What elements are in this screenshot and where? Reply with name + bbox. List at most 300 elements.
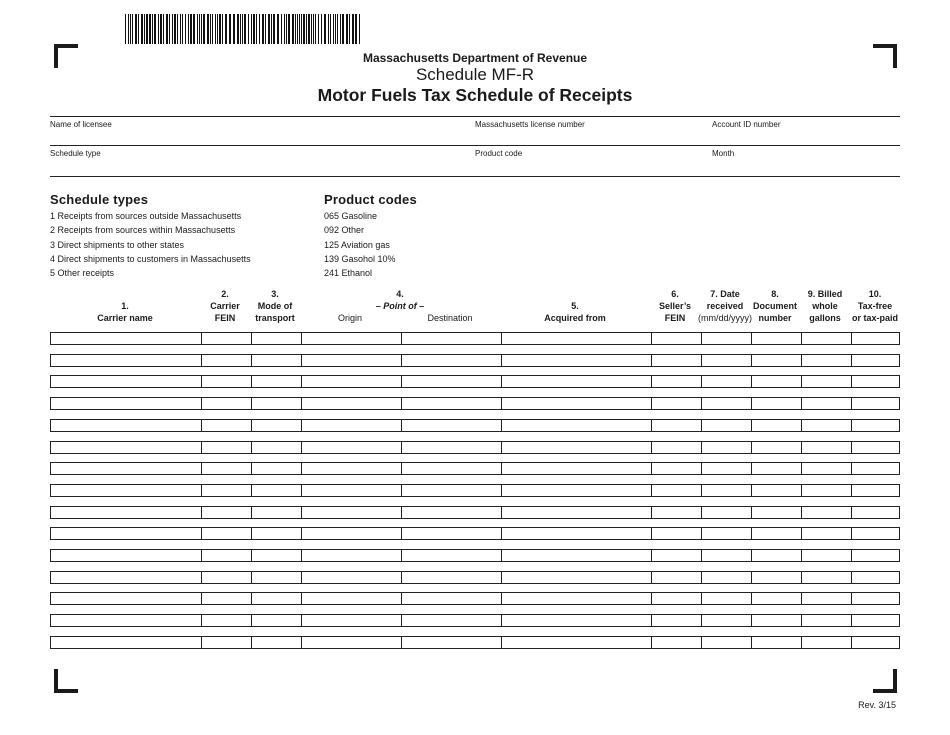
table-cell[interactable] (251, 593, 301, 604)
table-cell[interactable] (401, 507, 501, 518)
table-cell[interactable] (401, 637, 501, 648)
barcode-bar (315, 14, 316, 44)
table-cell[interactable] (851, 376, 901, 387)
barcode-bar (174, 14, 176, 44)
barcode-bar (256, 14, 257, 44)
table-cell[interactable] (201, 463, 251, 474)
table-cell[interactable] (301, 550, 401, 561)
table-cell[interactable] (51, 637, 201, 648)
table-cell[interactable] (51, 355, 201, 366)
table-cell[interactable] (701, 420, 751, 431)
barcode-bar (328, 14, 329, 44)
table-cell[interactable] (301, 333, 401, 344)
table-cell[interactable] (651, 507, 701, 518)
table-cell[interactable] (701, 507, 751, 518)
table-cell[interactable] (251, 572, 301, 583)
barcode-bar (297, 14, 298, 44)
table-cell[interactable] (651, 398, 701, 409)
barcode-bar (203, 14, 205, 44)
table-cell[interactable] (51, 615, 201, 626)
barcode-bar (163, 14, 164, 44)
barcode-bar (135, 14, 137, 44)
barcode-bar (149, 14, 151, 44)
table-cell[interactable] (51, 485, 201, 496)
table-cell[interactable] (501, 398, 651, 409)
barcode-bar (292, 14, 294, 44)
table-row (50, 484, 900, 497)
table-cell[interactable] (401, 615, 501, 626)
table-cell[interactable] (651, 528, 701, 539)
table-cell[interactable] (401, 442, 501, 453)
barcode-bar (306, 14, 307, 44)
barcode-bar (169, 14, 170, 44)
product-code-item: 241 Ethanol (324, 268, 373, 279)
table-cell[interactable] (51, 550, 201, 561)
table-cell[interactable] (51, 398, 201, 409)
table-cell[interactable] (501, 528, 651, 539)
table-cell[interactable] (851, 463, 901, 474)
barcode-bar (253, 14, 255, 44)
table-cell[interactable] (301, 528, 401, 539)
schedule-name: Schedule MF-R (415, 65, 535, 84)
table-cell[interactable] (501, 615, 651, 626)
barcode-bar (259, 14, 260, 44)
table-cell[interactable] (51, 333, 201, 344)
barcode-bar (125, 14, 126, 44)
table-cell[interactable] (401, 398, 501, 409)
table-cell[interactable] (301, 442, 401, 453)
table-cell[interactable] (401, 593, 501, 604)
barcode-bar (342, 14, 344, 44)
table-cell[interactable] (751, 593, 801, 604)
barcode-bar (130, 14, 131, 44)
table-cell[interactable] (701, 593, 751, 604)
barcode-bar (346, 14, 348, 44)
table-cell[interactable] (201, 376, 251, 387)
table-cell[interactable] (751, 355, 801, 366)
table-cell[interactable] (751, 507, 801, 518)
barcode-bar (132, 14, 133, 44)
barcode-bar (308, 14, 310, 44)
barcode-bar (222, 14, 223, 44)
barcode-bar (311, 14, 312, 44)
table-cell[interactable] (851, 550, 901, 561)
table-cell[interactable] (701, 485, 751, 496)
table-cell[interactable] (401, 420, 501, 431)
table-row (50, 571, 900, 584)
table-cell[interactable] (501, 485, 651, 496)
table-cell[interactable] (51, 463, 201, 474)
revision-note: Rev. 3/15 (858, 700, 896, 710)
table-row (50, 592, 900, 605)
table-cell[interactable] (851, 615, 901, 626)
barcode-bar (138, 14, 139, 44)
barcode-bar (324, 14, 326, 44)
table-cell[interactable] (801, 593, 851, 604)
barcode-bar (172, 14, 173, 44)
table-row (50, 636, 900, 649)
barcode-bar (359, 14, 360, 44)
table-cell[interactable] (701, 615, 751, 626)
table-cell[interactable] (701, 637, 751, 648)
table-cell[interactable] (751, 333, 801, 344)
table-cell[interactable] (301, 376, 401, 387)
table-cell[interactable] (851, 593, 901, 604)
barcode-bar (185, 14, 186, 44)
table-cell[interactable] (501, 463, 651, 474)
table-cell[interactable] (651, 593, 701, 604)
corner-mark-bottom-right (873, 669, 897, 693)
table-cell[interactable] (301, 572, 401, 583)
barcode-bar (201, 14, 202, 44)
barcode-bar (271, 14, 272, 44)
corner-mark-bottom-left (54, 669, 78, 693)
table-cell[interactable] (751, 442, 801, 453)
table-cell[interactable] (251, 376, 301, 387)
col-header-acquired-from: 5. Acquired from (544, 301, 606, 324)
barcode-bar (152, 14, 153, 44)
barcode-bar (225, 14, 227, 44)
table-cell[interactable] (301, 463, 401, 474)
table-cell[interactable] (701, 333, 751, 344)
table-cell[interactable] (201, 572, 251, 583)
table-cell[interactable] (51, 593, 201, 604)
account-id-label: Account ID number (712, 120, 781, 129)
table-cell[interactable] (801, 333, 851, 344)
table-cell[interactable] (851, 485, 901, 496)
schedule-type-item: 3 Direct shipments to other states (50, 239, 185, 250)
table-row (50, 397, 900, 410)
table-cell[interactable] (801, 463, 851, 474)
table-cell[interactable] (301, 637, 401, 648)
barcode-bar (158, 14, 159, 44)
name-of-licensee-field[interactable] (50, 130, 470, 145)
table-cell[interactable] (301, 485, 401, 496)
table-cell[interactable] (501, 333, 651, 344)
table-cell[interactable] (501, 420, 651, 431)
table-cell[interactable] (501, 507, 651, 518)
table-cell[interactable] (501, 355, 651, 366)
table-cell[interactable] (251, 637, 301, 648)
barcode-bar (333, 14, 334, 44)
table-row (50, 419, 900, 432)
schedule-type-label: Schedule type (50, 149, 101, 158)
schedule-type-field[interactable] (50, 159, 470, 175)
product-code-field[interactable] (475, 159, 705, 175)
barcode-bar (197, 14, 198, 44)
barcode-bar (318, 14, 319, 44)
table-cell[interactable] (51, 420, 201, 431)
table-cell[interactable] (301, 507, 401, 518)
table-cell[interactable] (651, 442, 701, 453)
table-cell[interactable] (201, 593, 251, 604)
table-cell[interactable] (51, 507, 201, 518)
license-number-label: Massachusetts license number (475, 120, 585, 129)
table-cell[interactable] (201, 507, 251, 518)
table-cell[interactable] (701, 463, 751, 474)
barcode-bar (273, 14, 275, 44)
table-cell[interactable] (251, 398, 301, 409)
table-cell[interactable] (201, 550, 251, 561)
table-cell[interactable] (751, 572, 801, 583)
table-cell[interactable] (251, 442, 301, 453)
col-header-carrier-name: 1. Carrier name (97, 301, 153, 324)
barcode-bar (242, 14, 243, 44)
barcode-bar (299, 14, 300, 44)
barcode-bar (281, 14, 282, 44)
table-cell[interactable] (701, 572, 751, 583)
table-cell[interactable] (701, 528, 751, 539)
schedule-type-item: 5 Other receipts (50, 268, 115, 279)
table-cell[interactable] (801, 637, 851, 648)
table-cell[interactable] (701, 442, 751, 453)
table-cell[interactable] (851, 442, 901, 453)
table-cell[interactable] (651, 376, 701, 387)
table-cell[interactable] (801, 442, 851, 453)
table-cell[interactable] (501, 550, 651, 561)
table-cell[interactable] (801, 485, 851, 496)
table-cell[interactable] (751, 550, 801, 561)
table-cell[interactable] (751, 485, 801, 496)
table-cell[interactable] (301, 420, 401, 431)
table-cell[interactable] (651, 333, 701, 344)
barcode-bar (160, 14, 162, 44)
table-cell[interactable] (501, 593, 651, 604)
table-cell[interactable] (401, 376, 501, 387)
table-cell[interactable] (251, 333, 301, 344)
table-row (50, 527, 900, 540)
table-row (50, 441, 900, 454)
table-cell[interactable] (301, 615, 401, 626)
product-code-item: 065 Gasoline (324, 211, 378, 221)
barcode-bar (262, 14, 264, 44)
barcode-bar (277, 14, 279, 44)
table-cell[interactable] (51, 528, 201, 539)
barcode-bar (188, 14, 189, 44)
barcode-bar (144, 14, 145, 44)
table-cell[interactable] (851, 637, 901, 648)
table-cell[interactable] (201, 442, 251, 453)
table-cell[interactable] (251, 355, 301, 366)
table-cell[interactable] (751, 398, 801, 409)
table-cell[interactable] (751, 376, 801, 387)
barcode-bar (340, 14, 341, 44)
table-cell[interactable] (651, 615, 701, 626)
col-header-point-of: 4. – Point of – Origin Destination (300, 288, 500, 324)
barcode-bar (193, 14, 195, 44)
col-header-document-number: 8. Document number (752, 289, 797, 324)
month-field[interactable] (712, 159, 900, 175)
table-cell[interactable] (201, 528, 251, 539)
table-cell[interactable] (851, 572, 901, 583)
table-cell[interactable] (201, 615, 251, 626)
table-cell[interactable] (801, 528, 851, 539)
schedule-types-list (50, 209, 251, 280)
barcode-bar (244, 14, 246, 44)
table-cell[interactable] (251, 550, 301, 561)
table-cell[interactable] (651, 485, 701, 496)
barcode-bar (265, 14, 266, 44)
product-code-item: 092 Other (324, 225, 365, 236)
col-header-mode-of-transport: 3. Mode of transport (255, 289, 295, 324)
table-cell[interactable] (251, 528, 301, 539)
table-cell[interactable] (401, 355, 501, 366)
table-cell[interactable] (251, 420, 301, 431)
barcode-bar (146, 14, 148, 44)
month-label: Month (712, 149, 735, 158)
schedule-type-item: 2 Receipts from sources within Massachusetts (50, 225, 236, 236)
table-cell[interactable] (501, 637, 651, 648)
table-cell[interactable] (701, 550, 751, 561)
table-cell[interactable] (201, 355, 251, 366)
table-cell[interactable] (801, 376, 851, 387)
table-cell[interactable] (51, 572, 201, 583)
table-cell[interactable] (301, 398, 401, 409)
table-row (50, 332, 900, 345)
table-cell[interactable] (301, 593, 401, 604)
table-cell[interactable] (651, 420, 701, 431)
divider (50, 116, 900, 117)
table-cell[interactable] (201, 637, 251, 648)
product-code-item: 125 Aviation gas (324, 239, 390, 250)
barcode-bar (229, 14, 231, 44)
table-cell[interactable] (501, 376, 651, 387)
barcode-bar (212, 14, 213, 44)
table-cell[interactable] (501, 572, 651, 583)
table-cell[interactable] (701, 355, 751, 366)
table-cell[interactable] (401, 528, 501, 539)
table-cell[interactable] (401, 463, 501, 474)
table-cell[interactable] (51, 376, 201, 387)
schedule-type-item: 4 Direct shipments to customers in Massachusetts (50, 253, 251, 264)
barcode-bar (199, 14, 200, 44)
barcode-bar (128, 14, 129, 44)
product-codes-heading: Product codes (324, 192, 417, 207)
col-header-billed-gallons: 9. Billed whole gallons (807, 289, 843, 324)
barcode-bar (217, 14, 218, 44)
col-header-origin: Origin (337, 313, 362, 324)
table-cell[interactable] (201, 333, 251, 344)
table-cell[interactable] (751, 637, 801, 648)
barcode-bar (190, 14, 192, 44)
table-cell[interactable] (851, 333, 901, 344)
table-cell[interactable] (801, 507, 851, 518)
barcode-bar (321, 14, 322, 44)
barcode-bar (180, 14, 181, 44)
table-row (50, 462, 900, 475)
table-cell[interactable] (51, 442, 201, 453)
table-cell[interactable] (401, 485, 501, 496)
barcode-bar (313, 14, 314, 44)
table-cell[interactable] (701, 376, 751, 387)
product-code-item: 139 Gasohol 10% (324, 253, 396, 264)
table-cell[interactable] (751, 528, 801, 539)
barcode-bar (335, 14, 336, 44)
barcode-bar (207, 14, 209, 44)
barcode-bar (349, 14, 350, 44)
barcode-bar (301, 14, 302, 44)
barcode (125, 14, 363, 44)
table-row (50, 506, 900, 519)
table-cell[interactable] (751, 420, 801, 431)
name-of-licensee-label: Name of licensee (50, 120, 112, 129)
barcode-bar (210, 14, 211, 44)
table-row (50, 549, 900, 562)
table-row (50, 375, 900, 388)
table-cell[interactable] (201, 485, 251, 496)
table-cell[interactable] (501, 442, 651, 453)
barcode-bar (288, 14, 290, 44)
table-cell[interactable] (651, 637, 701, 648)
table-cell[interactable] (301, 355, 401, 366)
table-cell[interactable] (651, 355, 701, 366)
license-number-field[interactable] (475, 130, 705, 145)
table-cell[interactable] (251, 615, 301, 626)
barcode-bar (141, 14, 143, 44)
schedule-types-heading: Schedule types (50, 192, 149, 207)
table-cell[interactable] (651, 572, 701, 583)
table-cell[interactable] (851, 420, 901, 431)
barcode-bar (248, 14, 249, 44)
table-cell[interactable] (701, 398, 751, 409)
table-cell[interactable] (801, 615, 851, 626)
page-title: Motor Fuels Tax Schedule of Receipts (317, 85, 633, 105)
product-codes-list (324, 209, 396, 280)
barcode-bar (352, 14, 354, 44)
col-header-carrier-fein: 2. Carrier FEIN (210, 289, 240, 324)
table-cell[interactable] (751, 615, 801, 626)
table-cell[interactable] (801, 550, 851, 561)
col-header-date-received: 7. Date received (mm/dd/yyyy) (698, 289, 752, 324)
divider (50, 145, 900, 146)
table-cell[interactable] (201, 420, 251, 431)
barcode-bar (330, 14, 331, 44)
table-cell[interactable] (851, 528, 901, 539)
col-header-destination: Destination (427, 313, 473, 324)
table-cell[interactable] (851, 398, 901, 409)
table-cell[interactable] (801, 355, 851, 366)
table-cell[interactable] (251, 463, 301, 474)
table-cell[interactable] (251, 507, 301, 518)
barcode-bar (166, 14, 168, 44)
barcode-bar (182, 14, 183, 44)
table-cell[interactable] (201, 398, 251, 409)
table-cell[interactable] (851, 507, 901, 518)
table-cell[interactable] (401, 572, 501, 583)
table-cell[interactable] (801, 420, 851, 431)
table-cell[interactable] (801, 398, 851, 409)
barcode-bar (251, 14, 252, 44)
table-cell[interactable] (751, 463, 801, 474)
account-id-field[interactable] (712, 130, 900, 145)
barcode-bar (295, 14, 296, 44)
barcode-bar (284, 14, 285, 44)
table-cell[interactable] (251, 485, 301, 496)
department-name: Massachusetts Department of Revenue (362, 51, 588, 65)
table-cell[interactable] (651, 550, 701, 561)
barcode-bar (286, 14, 287, 44)
table-cell[interactable] (851, 355, 901, 366)
table-cell[interactable] (401, 550, 501, 561)
barcode-bar (240, 14, 241, 44)
table-cell[interactable] (651, 463, 701, 474)
barcode-bar (268, 14, 270, 44)
barcode-bar (303, 14, 305, 44)
product-code-label: Product code (475, 149, 523, 158)
col-header-tax-status: 10. Tax-free or tax-paid (851, 289, 898, 324)
table-cell[interactable] (401, 333, 501, 344)
table-cell[interactable] (801, 572, 851, 583)
